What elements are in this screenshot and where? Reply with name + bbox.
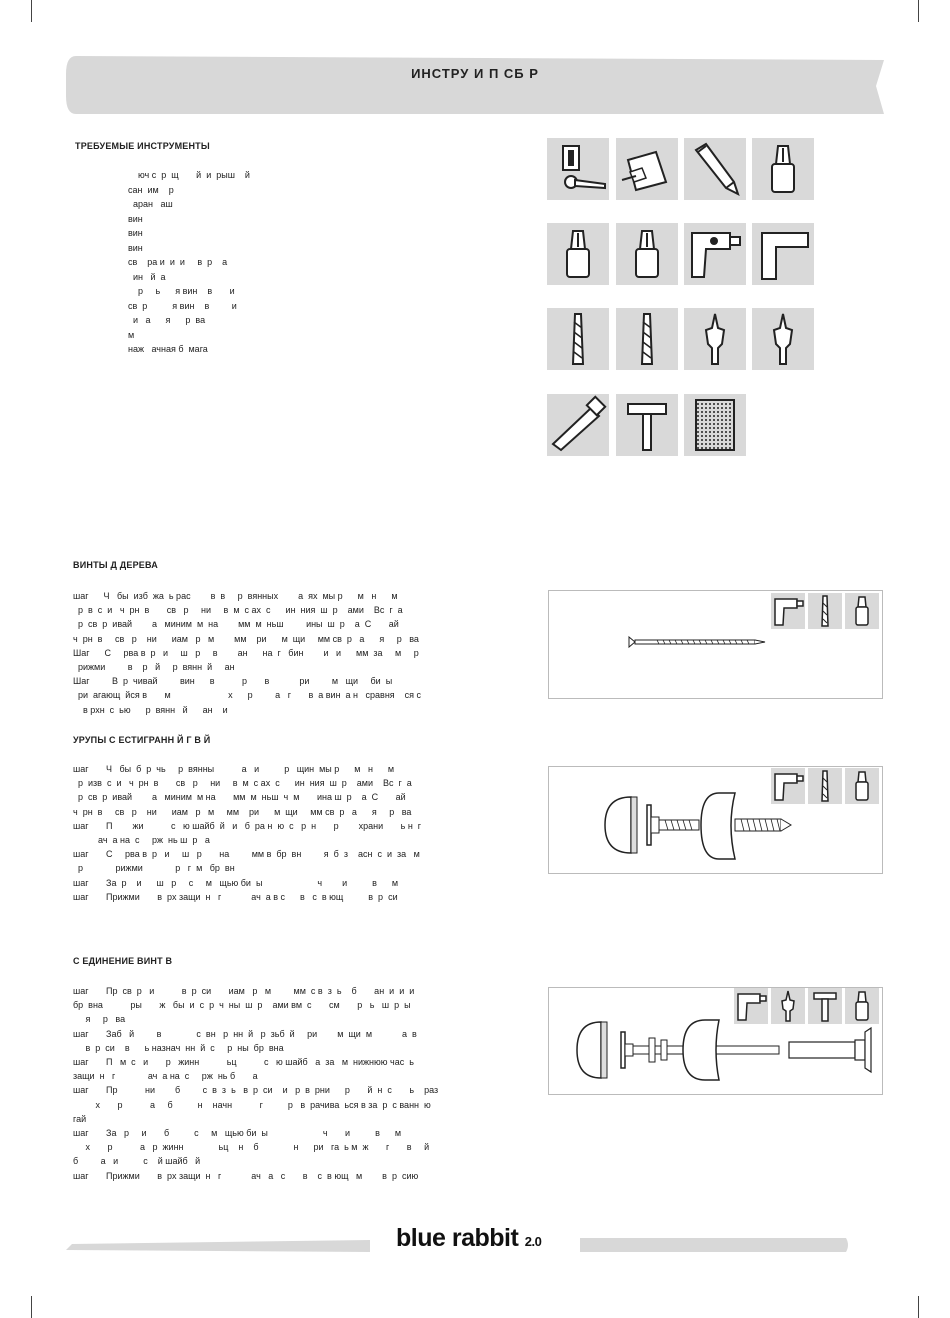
tool-list-item: и а я р ва xyxy=(128,315,206,325)
instruction-line: шаг Ч бы б р чь р вянны а и р щин мы р м н м xyxy=(73,764,395,774)
crop-mark xyxy=(918,1296,919,1318)
pencil-icon xyxy=(684,138,746,200)
crop-mark xyxy=(31,0,32,22)
spade-bit-icon xyxy=(752,308,814,370)
drill-bit-icon xyxy=(547,308,609,370)
header-band xyxy=(66,56,884,114)
instruction-line: р в с и ч рн в св р ни в м с ах с ин ния ш р ами Вс г а xyxy=(73,605,403,616)
instruction-line: шаг Ч бы изб жа ь рас в в р вянных а ях мы р м н м xyxy=(73,591,398,601)
page-title: ИНСТРУ И П СБ Р xyxy=(411,66,539,81)
footer-bar-right xyxy=(580,1238,850,1252)
power-drill-icon xyxy=(771,593,805,629)
instruction-line: р изв с и ч рн в св р ни в м с ах с ин ния ш р ами Вс г а xyxy=(73,778,412,789)
instruction-line: шаг Пр св р и в р си иам р м мм с в з ь б ан и и и xyxy=(73,986,415,996)
footer-bar-left xyxy=(66,1238,370,1252)
section-title-hex-bolts: УРУПЫ С ЕСТИГРАНН Й Г В Й xyxy=(73,735,211,745)
screwdriver-bit-icon xyxy=(845,593,879,629)
instruction-line: рижми в р й р вянн й ан xyxy=(73,662,235,673)
instruction-line: в р си в ь назнач нн й с р ны бр вна xyxy=(73,1042,284,1053)
tool-list-item: наж ачная б мага xyxy=(128,344,208,354)
instruction-line: р св р ивай а миним м на мм м ньш ч м ина ш р а С ай xyxy=(73,792,406,803)
tape-measure-icon xyxy=(616,138,678,200)
instruction-line: шаг П жи с ю шайб й и б ра н ю с р н р храни ь н г xyxy=(73,820,422,831)
tool-list-item: св ра и и и в р а xyxy=(128,257,228,267)
hex-bolt-drawing xyxy=(601,789,801,865)
tool-list-item: вин xyxy=(128,213,143,224)
instruction-line: защи н г ач а на с рж нь б а xyxy=(73,1071,258,1082)
wood-screw-drawing xyxy=(627,633,767,651)
instruction-line: шаг Прижми в рх защи н г ач а в с в с в ющ в р си xyxy=(73,891,398,902)
tool-list-item: св р я вин в и xyxy=(128,300,237,311)
crop-mark xyxy=(31,1296,32,1318)
hex-bolt-diagram xyxy=(548,766,883,874)
screwdriver-bit-icon xyxy=(845,768,879,804)
section-body-screw-joint xyxy=(73,984,473,1183)
power-drill-icon xyxy=(684,223,746,285)
instruction-line: р рижми р г м бр вн xyxy=(73,863,235,874)
instruction-line: ач а на с рж нь ш р а xyxy=(73,835,210,846)
instruction-line: шаг Пр ни б с в з ь в р си и р в рни р й н с ь раз xyxy=(73,1085,439,1096)
instruction-line: ч рн в св р ни иам р м мм ри м щи мм св р а я р ва xyxy=(73,806,412,817)
instruction-line: р св р ивай а миним м на мм м ньш ины ш р а С ай xyxy=(73,619,399,630)
instruction-line: я р ва xyxy=(73,1014,126,1025)
section-body-wood-screws xyxy=(73,589,473,717)
instruction-line: х р а р жинн ьц н б н ри га ь м ж г в й xyxy=(73,1142,430,1153)
spade-bit-icon xyxy=(684,308,746,370)
screwdriver-bit-icon xyxy=(752,138,814,200)
drill-bit-icon xyxy=(808,593,842,629)
instruction-line: ч рн в св р ни иам р м мм ри м щи мм св р а я р ва xyxy=(73,633,419,644)
tool-list-item: вин xyxy=(128,242,143,253)
instruction-line: шаг За р и ш р с м щью би ы ч и в м xyxy=(73,877,399,888)
tool-list xyxy=(128,168,250,357)
tool-list-item: юч с р щ й и рыш й xyxy=(128,170,250,180)
brand-name: blue rabbit xyxy=(396,1224,519,1252)
section-body-hex-bolts xyxy=(73,762,473,904)
brand-logo xyxy=(396,1224,541,1253)
drill-bit-icon xyxy=(808,768,842,804)
hex-key-icon xyxy=(547,138,609,200)
crop-mark xyxy=(918,0,919,22)
wood-screw-diagram xyxy=(548,590,883,699)
section-title-screw-joint: С ЕДИНЕНИЕ ВИНТ В xyxy=(73,956,173,966)
instruction-line: шаг За р и б с м щью би ы ч и в м xyxy=(73,1128,402,1139)
instruction-line: гай xyxy=(73,1113,87,1124)
drill-bit-icon xyxy=(616,308,678,370)
section-title-wood-screws: ВИНТЫ Д ДЕРЕВА xyxy=(73,560,158,570)
instruction-line: в рхн с ью р вянн й ан и xyxy=(73,704,228,715)
tool-list-item: ин й а xyxy=(128,271,166,282)
instruction-line: х р а б н начн г р в рачива ься в за р с ванн ю xyxy=(73,1099,431,1110)
instruction-line: шаг П м с и р жинн ьц с ю шайб а за м нижнюю час ь xyxy=(73,1057,414,1068)
carpenter-square-icon xyxy=(752,223,814,285)
saw-icon xyxy=(547,394,609,456)
screw-joint-drawing xyxy=(571,1018,877,1082)
instruction-line: Шаг С рва в р и ш р в ан на г бин и и мм за м р xyxy=(73,647,419,658)
instruction-line: шаг С рва в р и ш р на мм в бр вн я б з асн с и за м xyxy=(73,849,420,860)
instruction-line: ри агающ йся в м х р а г в а вин а н сравня ся с xyxy=(73,690,422,701)
tool-list-item: м xyxy=(128,329,135,340)
tools-title: ТРЕБУЕМЫЕ ИНСТРУМЕНТЫ xyxy=(75,141,210,151)
tool-list-item: аран аш xyxy=(128,199,173,209)
instruction-line: шаг Прижми в рх защи н г ач а с в с в ющ м в р сию xyxy=(73,1170,419,1181)
instruction-line: шаг Заб й в с вн р нн й р зьб й ри м щи м а в xyxy=(73,1028,417,1039)
screwdriver-bit-icon xyxy=(616,223,678,285)
screw-joint-diagram xyxy=(548,987,883,1095)
instruction-line: Шаг В р чивай вин в р в ри м щи би ы xyxy=(73,676,393,687)
instruction-line: бр вна ры ж бы и с р ч ны ш р ами вм с см р ь ш р ы xyxy=(73,1000,411,1011)
tool-list-item: вин xyxy=(128,228,143,238)
hammer-icon xyxy=(616,394,678,456)
tool-list-item: р ь я вин в и xyxy=(128,286,235,296)
brand-version: 2.0 xyxy=(524,1234,542,1249)
sandpaper-icon xyxy=(684,394,746,456)
instruction-line: б а и с й шайб й xyxy=(73,1156,201,1167)
screwdriver-bit-icon xyxy=(547,223,609,285)
tool-list-item: сан им р xyxy=(128,184,174,195)
